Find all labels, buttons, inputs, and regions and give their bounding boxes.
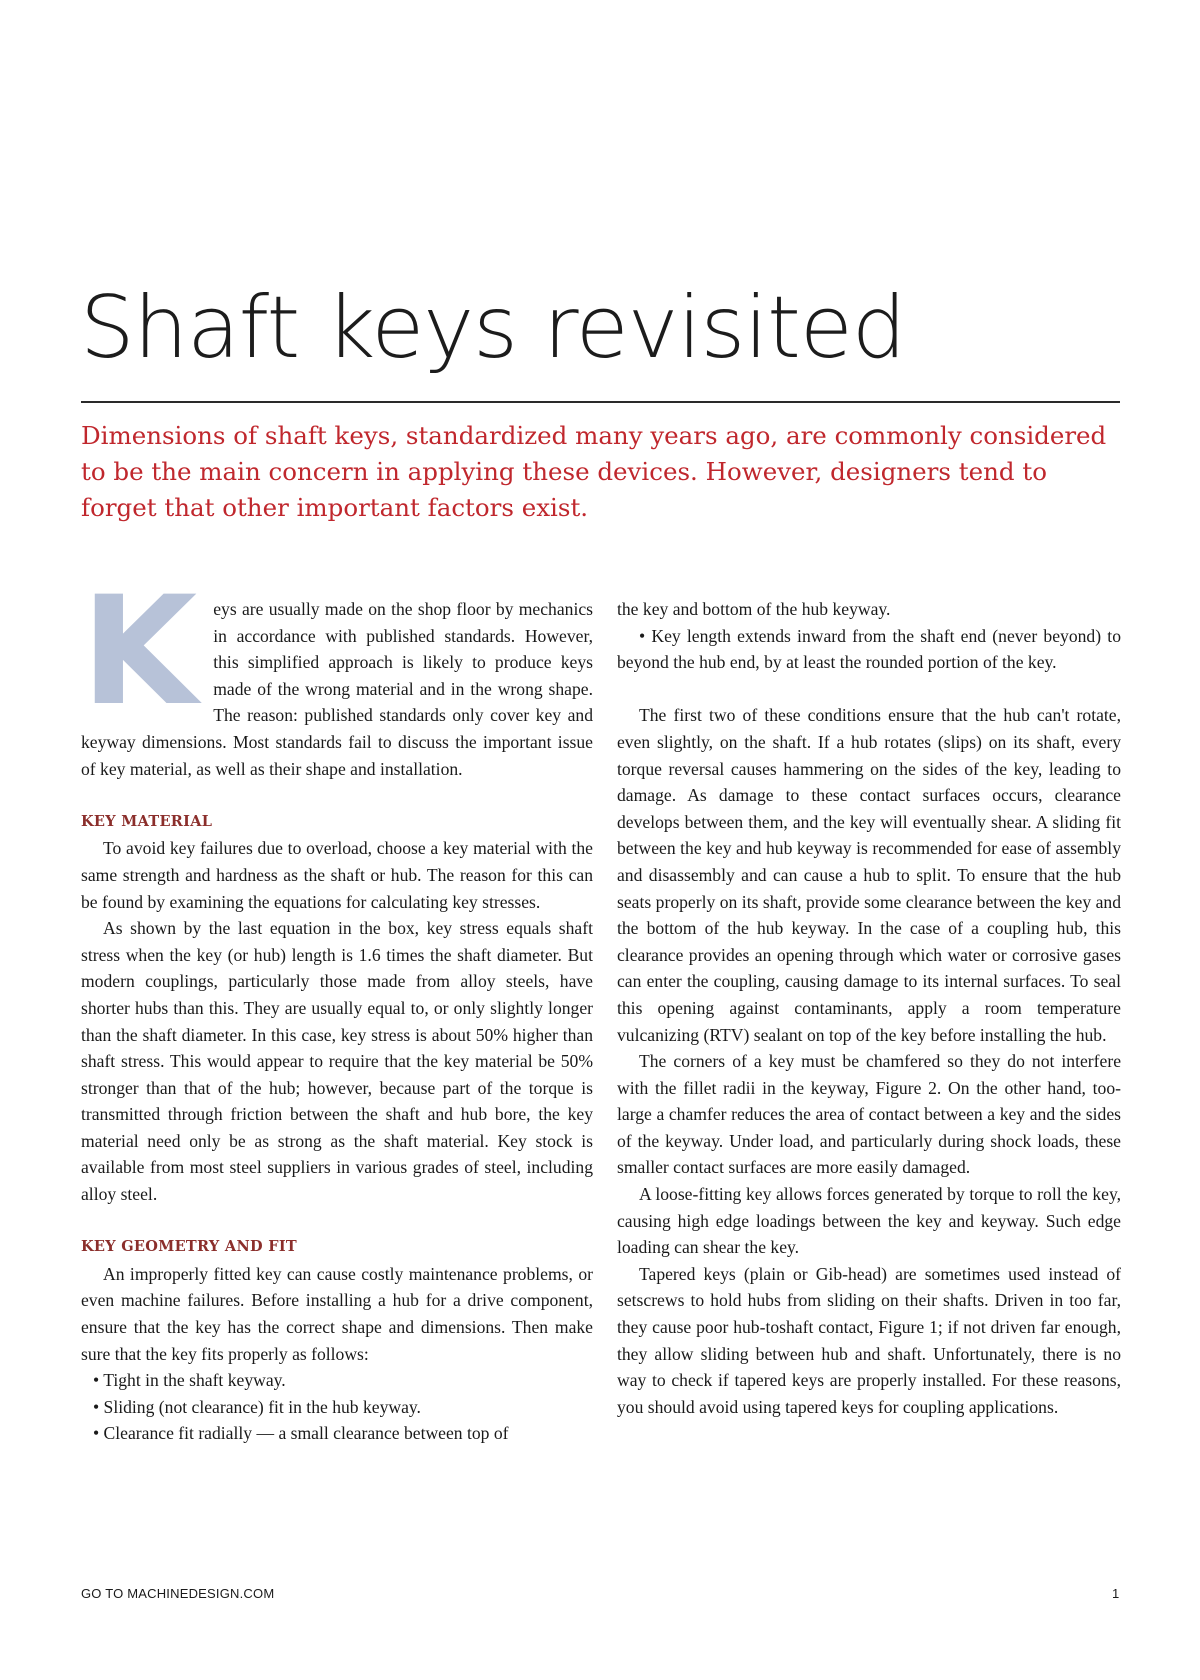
material-paragraph-1: To avoid key failures due to overload, choose a key material with the same strength and hardness as the shaft or hub. The reason for this can be found by examining the equations for calculating key stresses.	[81, 838, 593, 912]
article-deck: Dimensions of shaft keys, standardized many years ago, are commonly considered to be the main concern in applying these devices. However, designers tend to forget that other important factors exist.	[81, 421, 1107, 522]
bullet-clearance-fit: • Clearance fit radially — a small clearance between top of	[93, 1423, 509, 1444]
intro-paragraph	[81, 565, 593, 782]
drop-cap: K	[81, 565, 198, 739]
bullet-clearance-fit-continued: the key and bottom of the hub keyway.	[617, 599, 891, 619]
right-column	[617, 596, 1121, 1420]
heading-key-material: KEY MATERIAL	[81, 812, 213, 830]
right-paragraph-4: Tapered keys (plain or Gib-head) are sometimes used instead of setscrews to hold hubs from sliding on their shafts. Driven in too far, they cause poor hub-toshaft contact, Figure 1; if not driven far enough, they allow sliding between hub and shaft. Unfortunately, there is no way to check if tapered keys are properly installed. For these reasons, you should avoid using tapered keys for coupling applications.	[617, 1263, 1121, 1417]
title-rule	[81, 401, 1120, 403]
material-paragraph-2: As shown by the last equation in the box, key stress equals shaft stress when the key (or hub) length is 1.6 times the shaft diameter. But modern couplings, particularly those made from alloy steels, have shorter hubs than this. They are usually equal to, or only slightly longer than the shaft diameter. In this case, key stress is about 50% higher than shaft stress. This would appear to require that the key material be 50% stronger than that of the hub; however, because part of the torque is transmitted through friction between the shaft and hub bore, the key material need only be as strong as the shaft material. Key stock is available from most steel suppliers in various grades of steel, including alloy steel.	[81, 918, 593, 1205]
heading-key-geometry: KEY GEOMETRY AND FIT	[81, 1238, 298, 1256]
right-paragraph-2: The corners of a key must be chamfered so they do not interfere with the fillet radii in the keyway, Figure 2. On the other hand, too-large a chamfer reduces the area of contact between a key and the sides of the keyway. Under load, and particularly during shock loads, these smaller contact surfaces are more easily damaged.	[617, 1051, 1121, 1178]
article-title: Shaft keys revisited	[80, 278, 906, 378]
bullet-sliding-fit: • Sliding (not clearance) fit in the hub keyway.	[93, 1396, 421, 1417]
bullet-key-length: • Key length extends inward from the shaft end (never beyond) to beyond the hub end, by at least the rounded portion of the key.	[617, 625, 1121, 673]
geometry-paragraph-1: An improperly fitted key can cause costly maintenance problems, or even machine failures. Before installing a hub for a drive component, ensure that the key has the correct shape and dimensions. Then make sure that the key fits properly as follows:	[81, 1263, 593, 1364]
right-paragraph-3: A loose-fitting key allows forces generated by torque to roll the key, causing high edge loadings between the key and keyway. Such edge loading can shear the key.	[617, 1184, 1121, 1258]
bullet-tight-fit: • Tight in the shaft keyway.	[93, 1370, 286, 1391]
left-column	[81, 565, 593, 1447]
intro-text: eys are usually made on the shop floor by mechanics in accordance with published standards. However, this simplified approach is likely to produce keys made of the wrong material and in the wrong shape. The reason: published standards only cover key and keyway dimensions. Most standards fail to discuss the important issue of key material, as well as their shape and installation.	[81, 599, 593, 779]
right-paragraph-1: The first two of these conditions ensure that the hub can't rotate, even slightly, on the shaft. If a hub rotates (slips) on its shaft, every torque reversal causes hammering on the sides of the key, leading to damage. As damage to these contact surfaces occurs, clearance develops between them, and the key will eventually shear. A sliding fit between the key and hub keyway is recommended for ease of assembly and disassembly and can cause a hub to split. To ensure that the hub seats properly on its shaft, provide some clearance between the key and the bottom of the hub keyway. In the case of a coupling hub, this clearance provides an opening through which water or corrosive gases can enter the coupling, causing damage to its internal surfaces. To seal this opening against contaminants, apply a room temperature vulcanizing (RTV) sealant on top of the key before installing the hub.	[617, 705, 1121, 1045]
footer-site-link[interactable]: GO TO MACHINEDESIGN.COM	[81, 1586, 275, 1601]
footer-page-number: 1	[1112, 1586, 1120, 1601]
